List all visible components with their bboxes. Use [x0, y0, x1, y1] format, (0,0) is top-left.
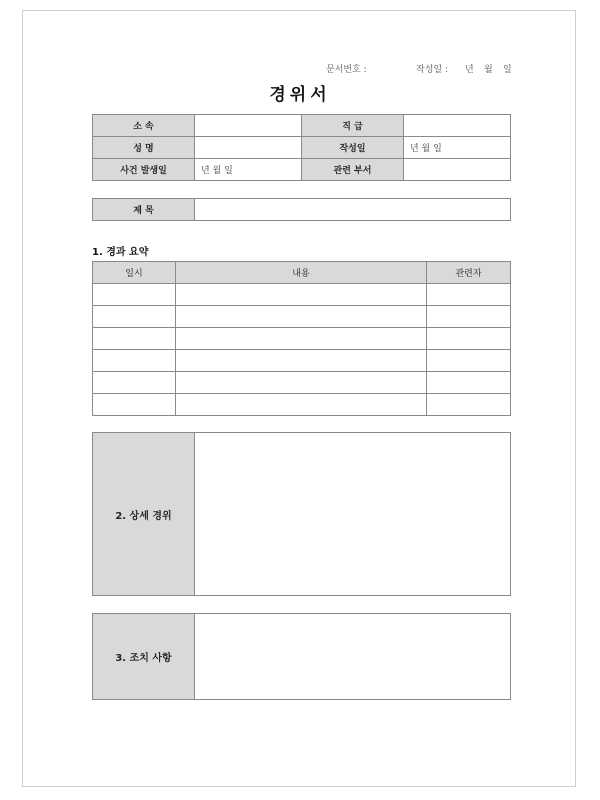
- incident-date-label: 사건 발생일: [93, 159, 195, 181]
- table-cell[interactable]: [176, 350, 427, 372]
- subject-label: 제 목: [93, 199, 195, 221]
- name-field[interactable]: [195, 137, 302, 159]
- table-cell[interactable]: [176, 328, 427, 350]
- meta-month: 월: [484, 65, 493, 75]
- table-cell[interactable]: [427, 372, 511, 394]
- subject-field[interactable]: [195, 199, 511, 221]
- written-date-field[interactable]: 년 월 일: [404, 137, 511, 159]
- written-date-field-label: 작성일: [302, 137, 404, 159]
- table-row: [93, 394, 511, 416]
- action-field[interactable]: [195, 614, 511, 700]
- table-cell[interactable]: [93, 372, 176, 394]
- detail-table: [92, 432, 511, 596]
- table-row: [93, 284, 511, 306]
- summary-section-title: 1. 경과 요약: [92, 247, 149, 258]
- action-section-label: 3. 조치 사항: [93, 614, 195, 700]
- table-cell[interactable]: [93, 306, 176, 328]
- position-label: 직 급: [302, 115, 404, 137]
- detail-field[interactable]: [195, 433, 511, 596]
- table-row: [93, 372, 511, 394]
- table-cell[interactable]: [427, 394, 511, 416]
- table-cell[interactable]: [427, 328, 511, 350]
- table-row: [93, 306, 511, 328]
- doc-number-label: 문서번호 :: [326, 65, 367, 75]
- table-cell[interactable]: [93, 394, 176, 416]
- table-cell[interactable]: [176, 394, 427, 416]
- info-table: [92, 114, 511, 181]
- table-cell[interactable]: [427, 284, 511, 306]
- column-header-content: 내용: [176, 262, 427, 284]
- table-cell[interactable]: [93, 328, 176, 350]
- action-table: [92, 613, 511, 700]
- summary-table: [92, 261, 511, 416]
- meta-year: 년: [465, 65, 474, 75]
- position-field[interactable]: [404, 115, 511, 137]
- table-cell[interactable]: [93, 284, 176, 306]
- table-cell[interactable]: [93, 350, 176, 372]
- column-header-related-person: 관련자: [427, 262, 511, 284]
- subject-table: [92, 198, 511, 221]
- detail-section-label: 2. 상세 경위: [93, 433, 195, 596]
- document-title: 경위서: [269, 85, 331, 105]
- table-cell[interactable]: [427, 306, 511, 328]
- affiliation-label: 소 속: [93, 115, 195, 137]
- table-cell[interactable]: [176, 372, 427, 394]
- table-row: [93, 350, 511, 372]
- meta-day: 일: [503, 65, 512, 75]
- table-cell[interactable]: [427, 350, 511, 372]
- department-field[interactable]: [404, 159, 511, 181]
- table-row: [93, 328, 511, 350]
- table-cell[interactable]: [176, 284, 427, 306]
- incident-date-field[interactable]: 년 월 일: [195, 159, 302, 181]
- column-header-datetime: 일시: [93, 262, 176, 284]
- department-label: 관련 부서: [302, 159, 404, 181]
- name-label: 성 명: [93, 137, 195, 159]
- affiliation-field[interactable]: [195, 115, 302, 137]
- written-date-label: 작성일 :: [416, 65, 448, 75]
- table-cell[interactable]: [176, 306, 427, 328]
